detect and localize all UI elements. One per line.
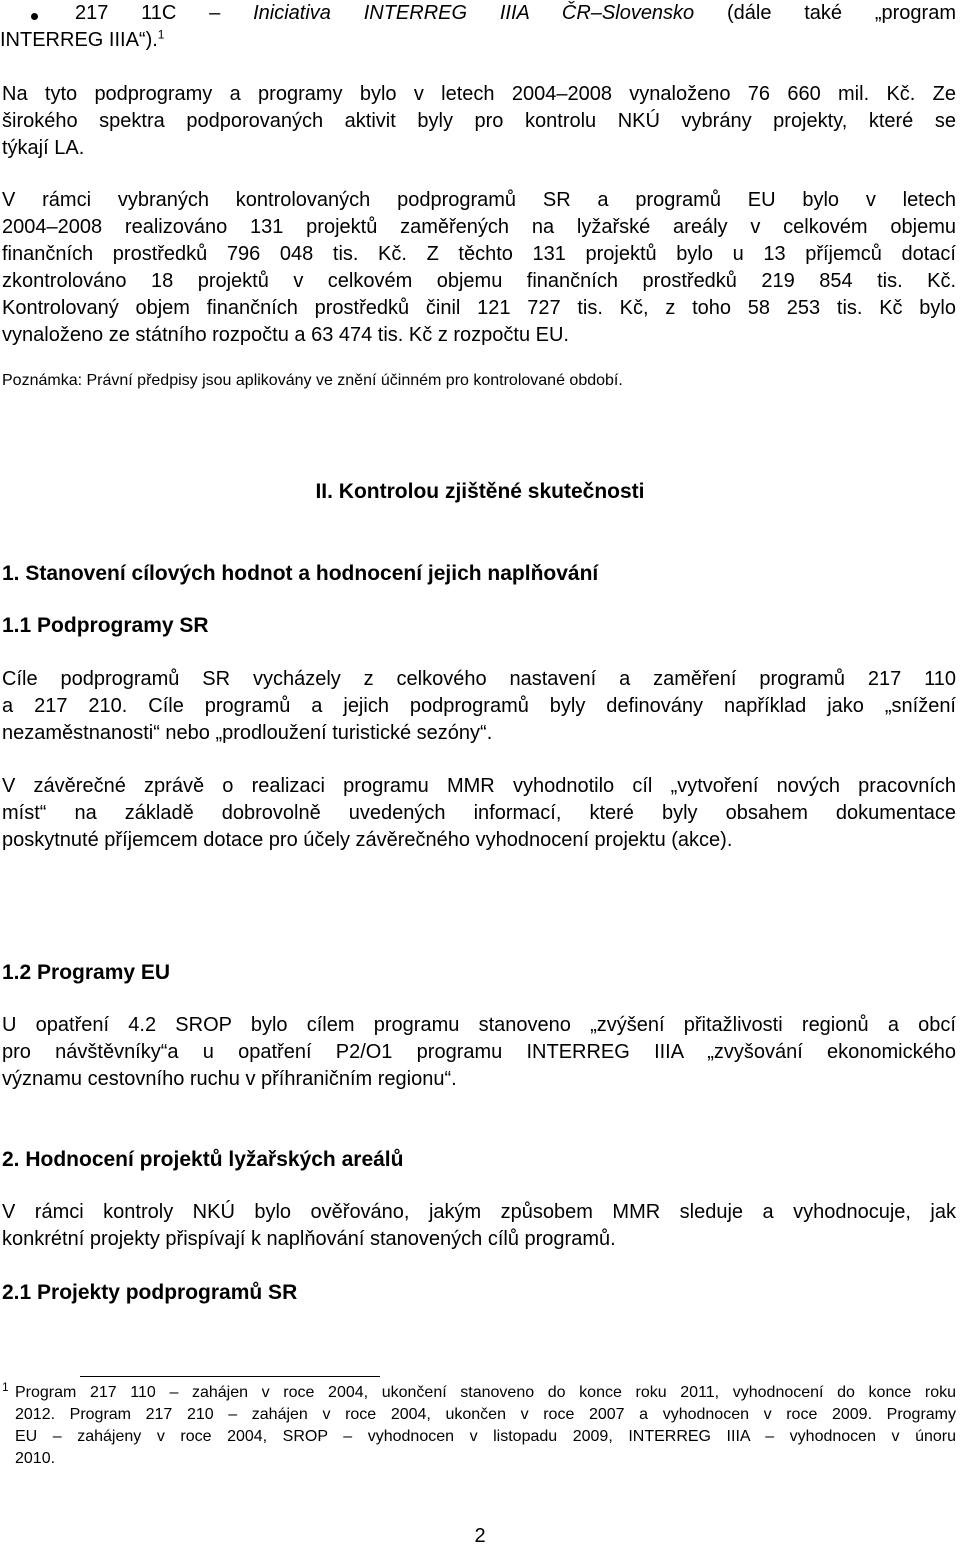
page-number: 2 [474, 1525, 486, 1547]
text-line: poskytnuté příjemcem dotace pro účely závěrečného vyhodnocení projektu (akce). [2, 829, 733, 851]
text-line: V rámci kontroly NKÚ bylo ověřováno, jakým způsobem MMR sleduje a vyhodnocuje, jak [2, 1201, 956, 1223]
chapter-heading: II. Kontrolou zjištěné skutečnosti [315, 480, 645, 503]
bullet-line-1 [75, 0, 956, 27]
bullet-icon [31, 13, 38, 20]
text-line: nezaměstnanosti“ nebo „prodloužení turistické sezóny“. [2, 722, 493, 744]
bullet-item-text [0, 0, 956, 54]
text-line: významu cestovního ruchu v příhraničním regionu“. [2, 1068, 457, 1090]
bullet-list-item [0, 0, 960, 60]
paragraph-goals [2, 666, 956, 747]
paragraph-evaluation [2, 1199, 956, 1253]
text-line: pro návštěvníky“a u opatření P2/O1 programu INTERREG IIIA „zvyšování ekonomického [2, 1041, 956, 1063]
program-alias-end: INTERREG IIIA“). [0, 29, 158, 51]
text-line: U opatření 4.2 SROP bylo cílem programu stanoveno „zvýšení přitažlivosti regionů a obcí [2, 1014, 956, 1036]
text-line: zkontrolováno 18 projektů v celkovém objemu finančních prostředků 219 854 tis. Kč. [2, 270, 956, 292]
program-name: Iniciativa INTERREG IIIA ČR–Slovensko [253, 2, 695, 24]
text-line: finančních prostředků 796 048 tis. Kč. Z těchto 131 projektů bylo u 13 příjemců dotací [2, 243, 956, 265]
text-line: vynaloženo ze státního rozpočtu a 63 474 tis. Kč z rozpočtu EU. [2, 324, 569, 346]
text-line: Kontrolovaný objem finančních prostředků činil 121 727 tis. Kč, z toho 58 253 tis. Kč bylo [2, 297, 956, 319]
paragraph-final-report [2, 773, 956, 854]
text-line: týkají LA. [2, 137, 85, 159]
bullet-line-2 [0, 27, 956, 54]
text-line: V rámci vybraných kontrolovaných podprogramů SR a programů EU bylo v letech [2, 189, 956, 211]
footnote-body [15, 1382, 956, 1470]
footnote-line: EU – zahájeny v roce 2004, SROP – vyhodnocen v listopadu 2009, INTERREG IIIA – vyhodnocen v únoru [15, 1428, 956, 1445]
footnote-line: 2012. Program 217 210 – zahájen v roce 2004, ukončen v roce 2007 a vyhodnocen v roce 2009. Programy [15, 1406, 956, 1423]
footnote-separator [80, 1376, 380, 1377]
legal-note: Poznámka: Právní předpisy jsou aplikovány ve znění účinném pro kontrolované období. [2, 372, 623, 389]
text-line: a 217 210. Cíle programů a jejich podprogramů byly definovány například jako „snížení [2, 695, 956, 717]
program-code: 217 11C [75, 2, 177, 24]
text-line: 2004–2008 realizováno 131 projektů zaměřených na lyžařské areály v celkovém objemu [2, 216, 956, 238]
section-heading-2: 2. Hodnocení projektů lyžařských areálů [2, 1148, 404, 1171]
section-heading-2-1: 2.1 Projekty podprogramů SR [2, 1281, 298, 1304]
section-heading-1: 1. Stanovení cílových hodnot a hodnocení jejich naplňování [2, 562, 599, 585]
section-heading-1-1: 1.1 Podprogramy SR [2, 614, 209, 637]
footnote-line: 2010. [15, 1450, 56, 1467]
footnote-line: Program 217 110 – zahájen v roce 2004, ukončení stanoveno do konce roku 2011, vyhodnocení do konce roku [15, 1384, 956, 1401]
paragraph-spending [2, 81, 956, 162]
text-line: Cíle podprogramů SR vycházely z celkového nastavení a zaměření programů 217 110 [2, 668, 956, 690]
text-line: V závěrečné zprávě o realizaci programu MMR vyhodnotilo cíl „vytvoření nových pracovních [2, 775, 956, 797]
text-line: širokého spektra podporovaných aktivit byly pro kontrolu NKÚ vybrány projekty, které se [2, 110, 956, 132]
paragraph-projects [2, 187, 956, 349]
dash: – [209, 2, 221, 24]
text-line: Na tyto podprogramy a programy bylo v letech 2004–2008 vynaloženo 76 660 mil. Kč. Ze [2, 83, 956, 105]
footnote-reference[interactable]: 1 [157, 27, 165, 42]
text-line: míst“ na základě dobrovolně uvedených informací, které byly obsahem dokumentace [2, 802, 956, 824]
text-line: konkrétní projekty přispívají k naplňování stanovených cílů programů. [2, 1228, 616, 1250]
footnote-mark: 1 [2, 1380, 9, 1394]
section-heading-1-2: 1.2 Programy EU [2, 961, 171, 984]
footnote [2, 1382, 956, 1470]
paragraph-eu-programs [2, 1012, 956, 1093]
program-alias-start: (dále také „program [726, 2, 956, 24]
